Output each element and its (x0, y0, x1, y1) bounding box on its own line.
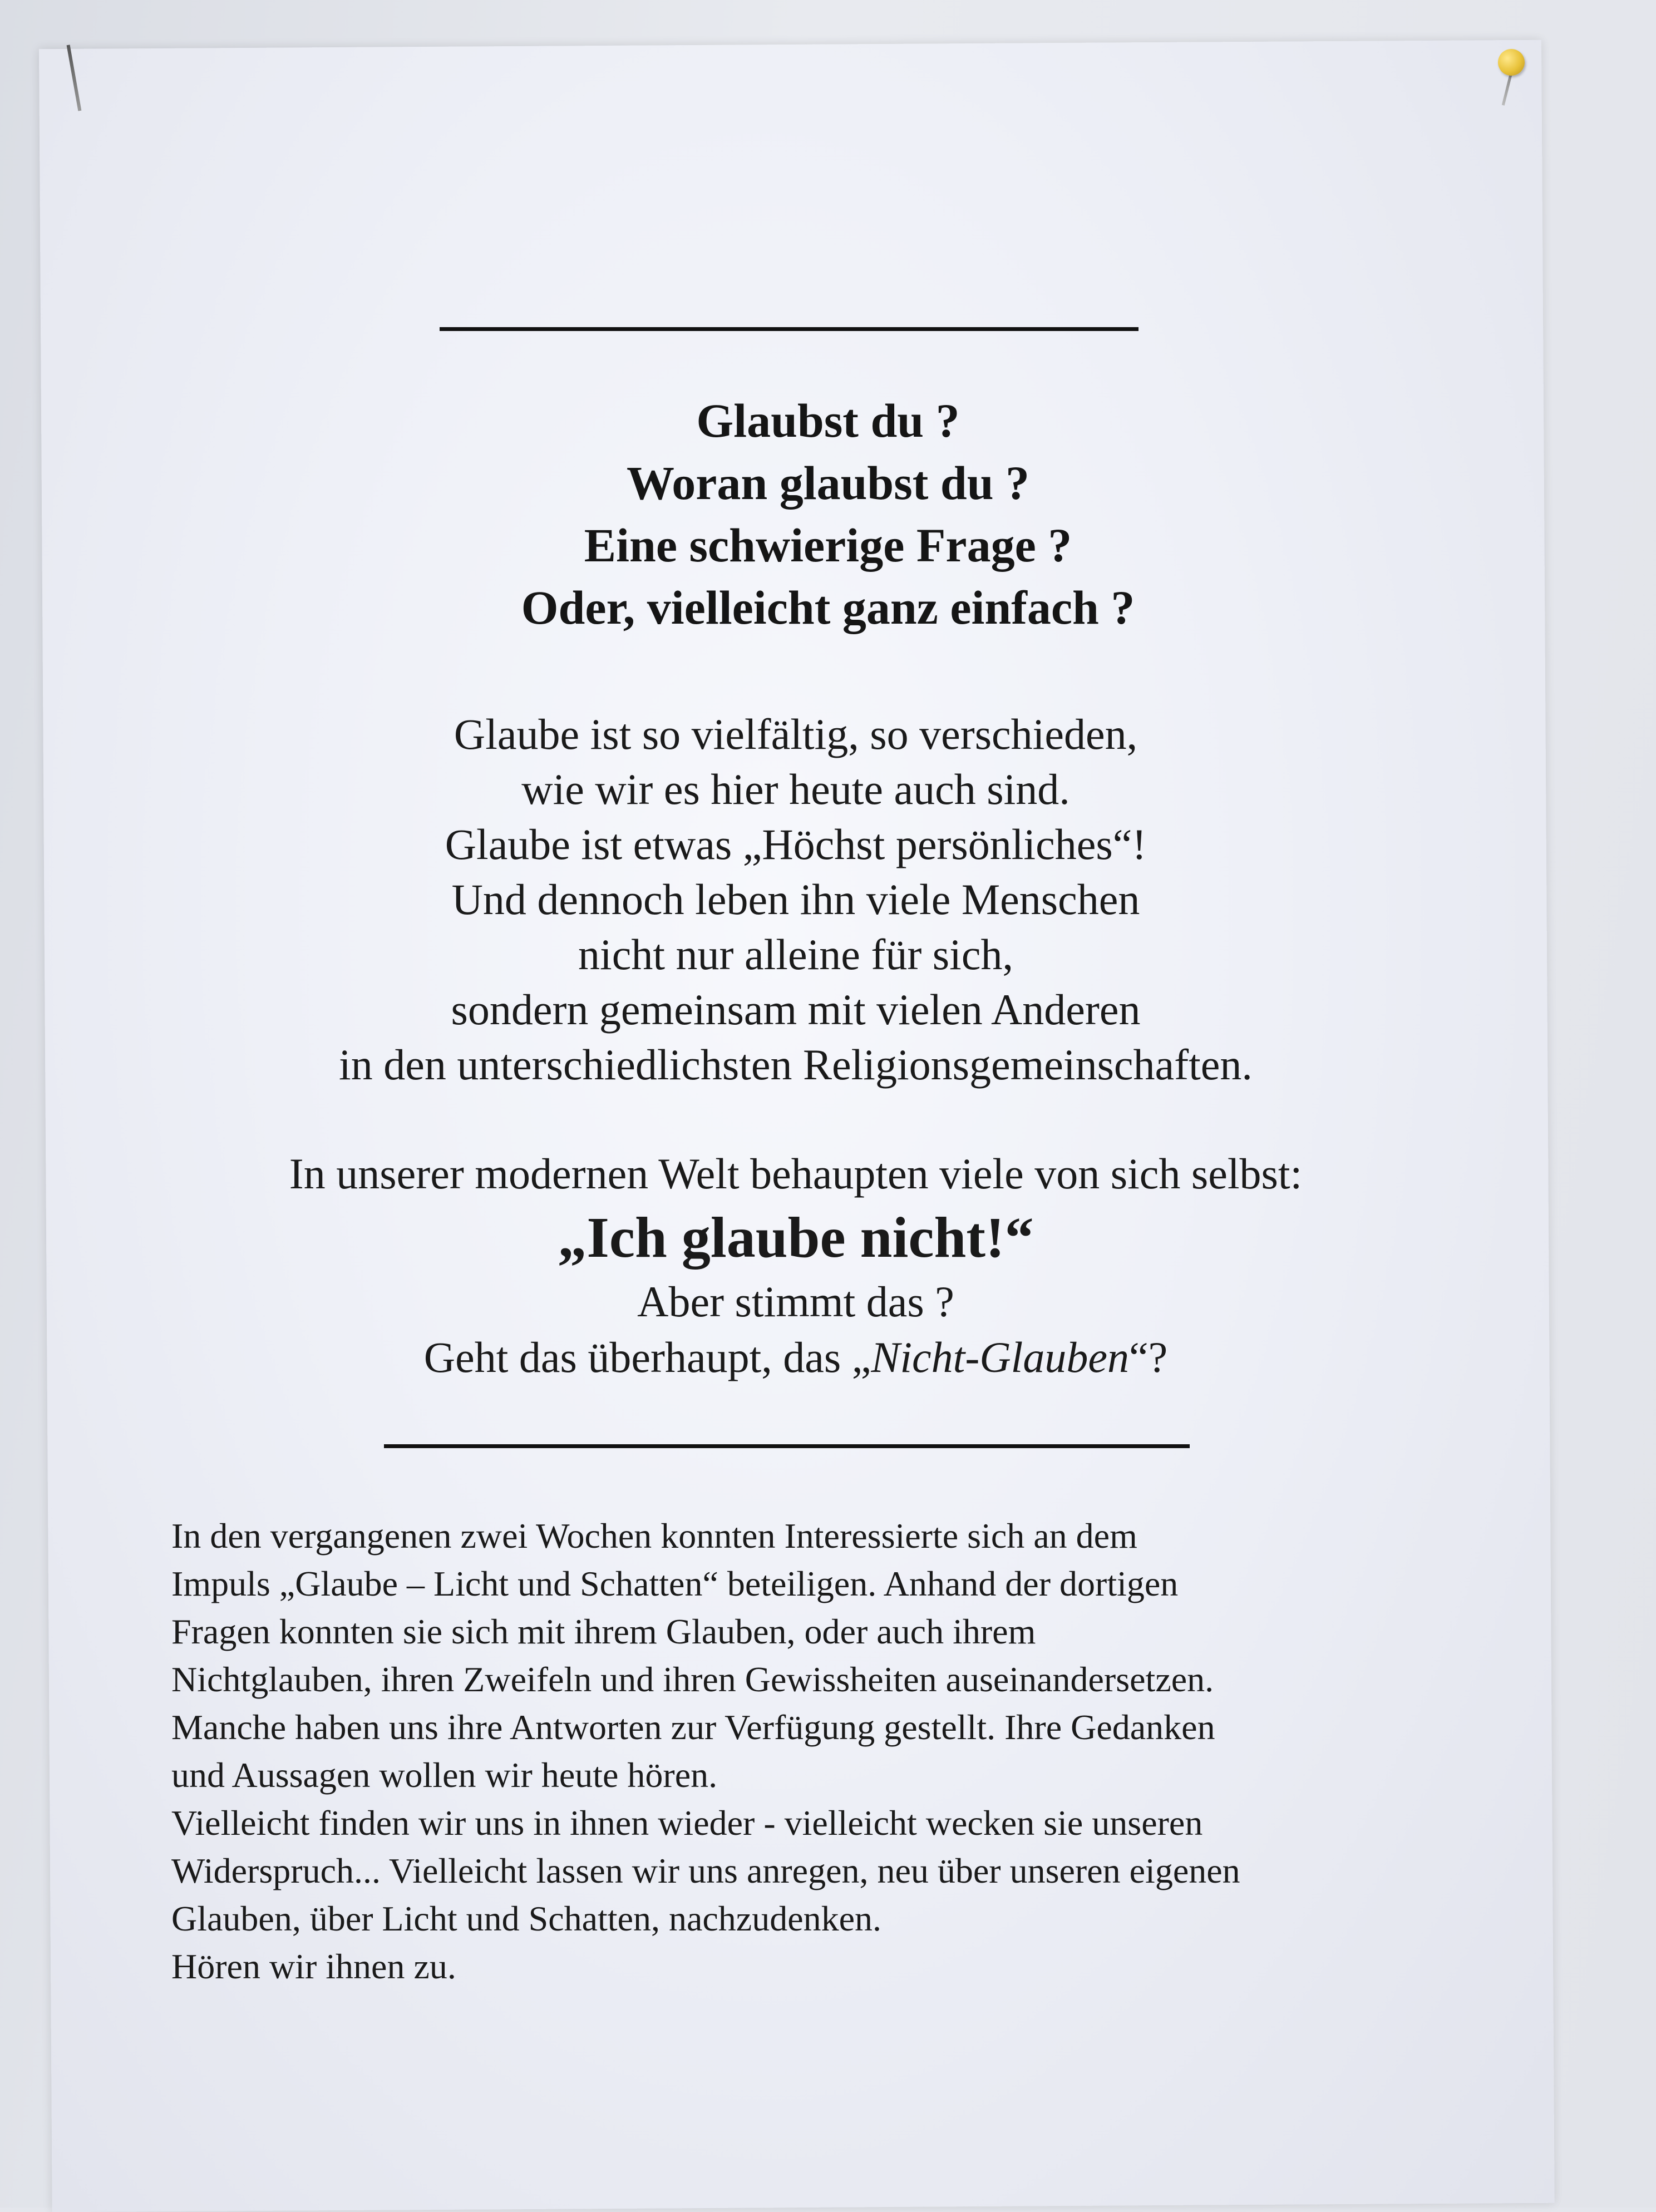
middle-divider-line (384, 1444, 1190, 1448)
body-line: und Aussagen wollen wir heute hören. (171, 1755, 718, 1795)
verse-line: in den unterschiedlichsten Religionsgemeinschaften. (339, 1040, 1253, 1089)
claim-intro: In unserer modernen Welt behaupten viele von sich selbst: (289, 1149, 1303, 1198)
claim-question-1: Aber stimmt das ? (637, 1277, 954, 1326)
heading-line: Glaubst du ? (696, 394, 960, 447)
verse-line: Glaube ist so vielfältig, so verschieden, (454, 710, 1138, 758)
verse-line: wie wir es hier heute auch sind. (521, 765, 1070, 813)
body-paragraph (171, 1512, 1451, 1991)
claim-question-2-suffix: “? (1128, 1333, 1168, 1381)
body-line: In den vergangenen zwei Wochen konnten Interessierte sich an dem (171, 1516, 1137, 1556)
body-line: Vielleicht finden wir uns in ihnen wieder - vielleicht wecken sie unseren (171, 1803, 1203, 1843)
body-line: Fragen konnten sie sich mit ihrem Glauben, oder auch ihrem (171, 1612, 1036, 1651)
heading-block (0, 389, 1656, 639)
body-line: Impuls „Glaube – Licht und Schatten“ beteiligen. Anhand der dortigen (171, 1564, 1179, 1603)
heading-line: Woran glaubst du ? (626, 456, 1030, 510)
verse-line: sondern gemeinsam mit vielen Anderen (451, 985, 1141, 1034)
verse-block (0, 707, 1591, 1092)
claim-question-2-prefix: Geht das überhaupt, das „ (423, 1333, 871, 1381)
claim-block (0, 1146, 1591, 1385)
body-line: Glauben, über Licht und Schatten, nachzudenken. (171, 1899, 881, 1938)
claim-question-2-italic: Nicht-Glauben (871, 1333, 1129, 1381)
verse-line: nicht nur alleine für sich, (578, 930, 1013, 979)
body-line: Widerspruch... Vielleicht lassen wir uns anregen, neu über unseren eigenen (171, 1851, 1240, 1890)
verse-line: Und dennoch leben ihn viele Menschen (451, 875, 1140, 924)
heading-line: Eine schwierige Frage ? (584, 519, 1072, 572)
verse-line: Glaube ist etwas „Höchst persönliches“! (445, 820, 1147, 868)
body-line: Hören wir ihnen zu. (171, 1947, 456, 1986)
heading-line: Oder, vielleicht ganz einfach ? (521, 581, 1135, 634)
body-line: Nichtglauben, ihren Zweifeln und ihren Gewissheiten auseinandersetzen. (171, 1660, 1214, 1699)
body-line: Manche haben uns ihre Antworten zur Verfügung gestellt. Ihre Gedanken (171, 1707, 1215, 1747)
claim-quote: „Ich glaube nicht!“ (558, 1206, 1034, 1270)
claim-question-2 (0, 1330, 1591, 1385)
yellow-pushpin-icon (1498, 49, 1525, 76)
top-divider-line (440, 327, 1138, 331)
